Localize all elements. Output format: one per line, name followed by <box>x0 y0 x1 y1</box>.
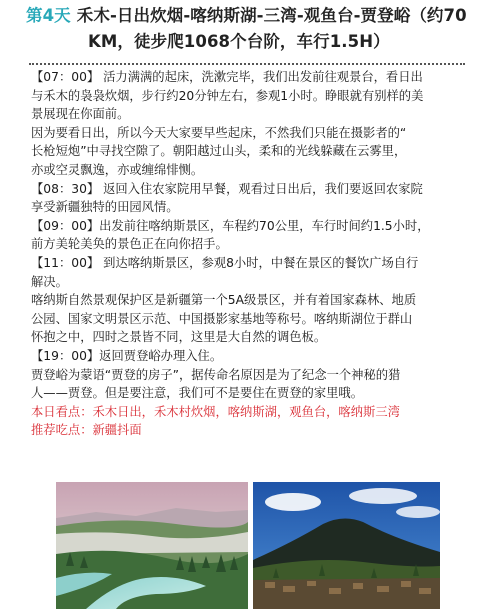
body-line: 贾登峪为蒙语“贾登的房子”，据传命名原因是为了纪念一个神秘的猎 <box>31 367 401 382</box>
highlight-food: 推荐吃点：新疆抖面 <box>31 423 142 438</box>
body-line: 喀纳斯自然景观保护区是新疆第一个5A级景区，并有着国家森林、地质 <box>31 293 417 308</box>
river-valley-photo <box>56 482 248 609</box>
itinerary-body <box>31 68 467 440</box>
body-line: 享受新疆独特的田园风情。 <box>31 200 179 215</box>
mountain-village-photo <box>253 482 440 609</box>
body-line: 长枪短炮”中寻找空隙了。朝阳越过山头，柔和的光线躲藏在云雾里， <box>31 144 407 159</box>
body-line: 人——贾登。但是要注意，我们可不是要住在贾登的家里哦。 <box>31 386 364 401</box>
body-line: 怀抱之中，四时之景皆不同，这里是大自然的调色板。 <box>31 330 327 345</box>
day-header <box>0 0 493 60</box>
body-line: 因为要看日出，所以今天大家要早些起床，不然我们只能在摄影者的“ <box>31 125 407 140</box>
body-line: 亦或空灵飘逸，亦或缠绵悱恻。 <box>31 162 204 177</box>
header-line-1 <box>26 6 467 26</box>
mountain-village-image <box>253 482 440 609</box>
body-line: 前方美轮美奂的景色正在向你招手。 <box>31 237 228 252</box>
body-line: 公园、国家文明景区示范、中国摄影家基地等称号。喀纳斯湖位于群山 <box>31 311 413 326</box>
body-line: 景展现在你面前。 <box>31 107 130 122</box>
body-line: 解决。 <box>31 274 68 289</box>
body-line: 【07：00】 活力满满的起床，洗漱完毕，我们出发前往观景台，看日出 <box>31 70 423 84</box>
highlight-attractions: 本日看点：禾木日出，禾木村炊烟，喀纳斯湖，观鱼台，喀纳斯三湾 <box>31 404 400 419</box>
river-valley-image <box>56 482 248 609</box>
day-label: 第4天 <box>26 6 71 25</box>
route-title-line-2: KM，徒步爬1068个台阶，车行1.5H） <box>88 32 390 51</box>
body-line: 与禾木的袅袅炊烟，步行约20分钟左右，参观1小时。睁眼就有别样的美 <box>31 88 424 103</box>
body-line: 【11：00】 到达喀纳斯景区，参观8小时，中餐在景区的餐饮广场自行 <box>31 255 419 270</box>
body-line: 【09：00】出发前往喀纳斯景区，车程约70公里，车行时间约1.5小时， <box>31 218 430 233</box>
body-line: 【08：30】 返回入住农家院用早餐，观看过日出后，我们要返回农家院 <box>31 181 423 196</box>
route-title-line-1: 禾木-日出炊烟-喀纳斯湖-三湾-观鱼台-贾登峪（约70 <box>76 6 467 25</box>
dotted-divider <box>29 63 465 65</box>
body-line: 【19：00】返回贾登峪办理入住。 <box>31 348 223 363</box>
